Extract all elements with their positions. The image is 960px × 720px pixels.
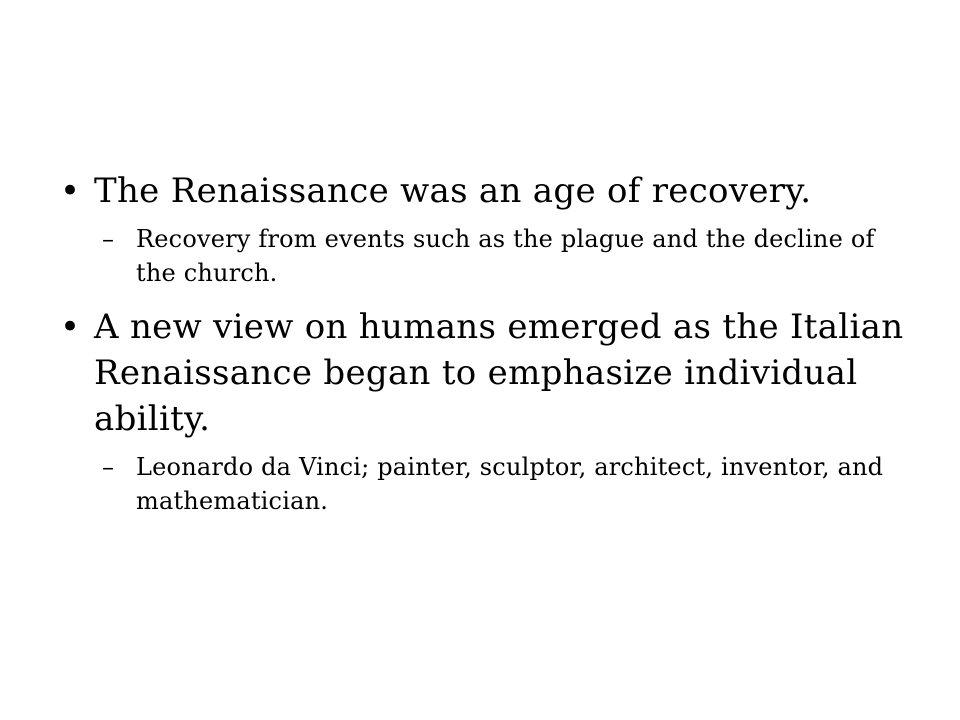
bullet-text: A new view on humans emerged as the Italian Renaissance began to emphasize individual ability. xyxy=(94,307,904,439)
sub-bullet-item-1 xyxy=(102,222,920,290)
spacer xyxy=(60,214,920,222)
bullet-marker: • xyxy=(60,171,81,211)
bullet-text: The Renaissance was an age of recovery. xyxy=(94,171,812,211)
bullet-item-1 xyxy=(60,168,920,214)
spacer xyxy=(60,442,920,450)
spacer xyxy=(60,290,920,304)
bullet-marker: • xyxy=(60,307,81,347)
sub-bullet-text: Leonardo da Vinci; painter, sculptor, architect, inventor, and mathematician. xyxy=(136,453,884,515)
sub-bullet-marker: – xyxy=(102,453,114,481)
sub-bullet-marker: – xyxy=(102,225,114,253)
sub-bullet-text: Recovery from events such as the plague and the decline of the church. xyxy=(136,225,875,287)
bullet-list xyxy=(60,168,920,518)
bullet-item-2 xyxy=(60,304,920,442)
sub-bullet-item-2 xyxy=(102,450,920,518)
